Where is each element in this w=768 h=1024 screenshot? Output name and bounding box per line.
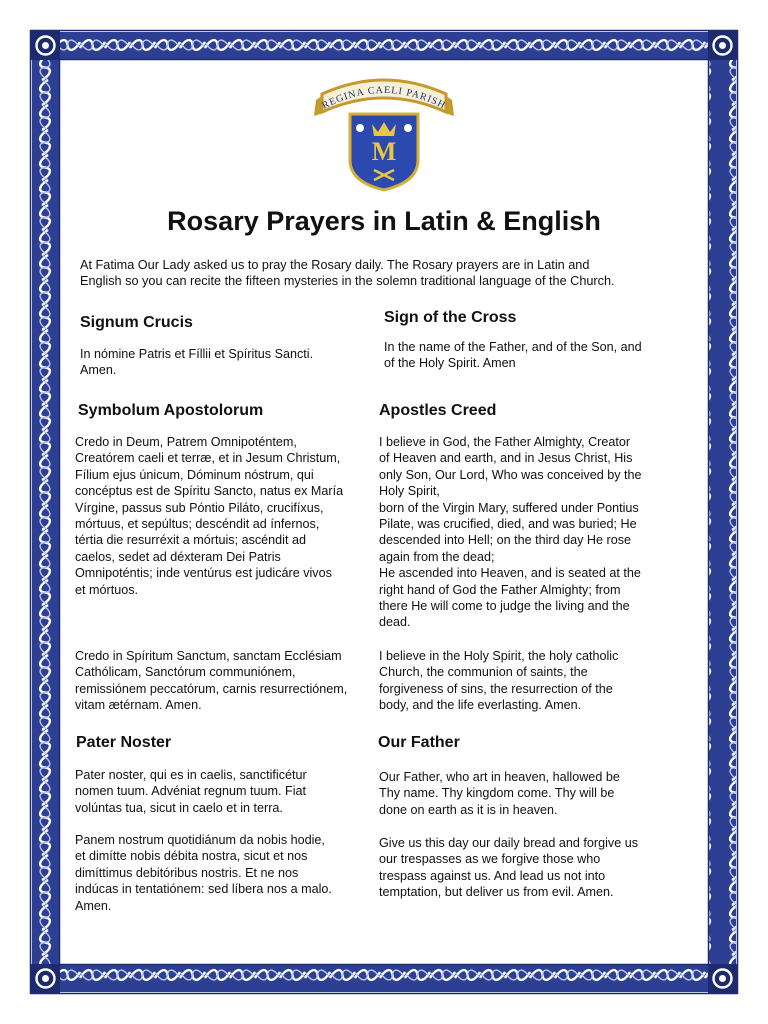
latin-text-symbolum-2: Credo in Spíritum Sanctum, sanctam Ecclésiam Cathólicam, Sanctórum communiónem, remissiónem peccatórum, carnis resurrectiónem, vitam ætérnam. Amen. [75, 649, 348, 713]
latin-text-signum-crucis: In nómine Patris et Fíllii et Spíritus Sancti. Amen. [80, 347, 314, 378]
english-text-sign-of-cross: In the name of the Father, and of the Son, and of the Holy Spirit. Amen [384, 340, 642, 371]
marian-monogram-icon: M [371, 137, 397, 166]
border-left [32, 60, 60, 964]
corner-ornament-top-right [708, 31, 737, 60]
intro-paragraph: At Fatima Our Lady asked us to pray the Rosary daily. The Rosary prayers are in Latin and English so you can recite the fifteen mysteries in the solemn traditional language of the Church. [80, 258, 615, 289]
latin-text-symbolum-1: Credo in Deum, Patrem Omnipoténtem, Creatórem caeli et terræ, et in Jesum Christum, Fílium ejus únicum, Dóminum nóstrum, qui concéptus est de Spíritu Sancto, natus ex María Vírgine, passus sub Póntio Piláto, crucifíxus, mórtuus, et sepúltus; descéndit ad ínfernos, tértia die resurréxit a mórtuis; ascéndit ad caelos, sedet ad déxteram Dei Patris Omnipoténtis; inde ventúrus est judicáre vivos et mórtuos. [75, 435, 344, 597]
logo-banner-text: REGINA CAELI PARISH [320, 84, 448, 112]
corner-ornament-bottom-right [708, 964, 737, 993]
parish-crest-logo [308, 78, 460, 194]
latin-heading-pater-noster: Pater Noster [76, 734, 172, 751]
english-text-apostles-creed-2: I believe in the Holy Spirit, the holy catholic Church, the communion of saints, the forgiveness of sins, the resurrection of the body, and the life everlasting. Amen. [379, 649, 619, 713]
border-bottom [60, 964, 708, 992]
page-title: Rosary Prayers in Latin & English [167, 206, 601, 236]
corner-ornament-top-left [31, 31, 60, 60]
border-right [708, 60, 736, 964]
latin-text-pater-noster-1: Pater noster, qui es in caelis, sanctificétur nomen tuum. Advéniat regnum tuum. Fiat volúntas tua, sicut in caelo et in terra. [75, 768, 307, 815]
border-top [60, 32, 708, 60]
rose-icon-right [404, 124, 412, 132]
english-text-apostles-creed-1: I believe in God, the Father Almighty, Creator of Heaven and earth, and in Jesus Christ, His only Son, Our Lord, Who was conceived by the Holy Spirit, born of the Virgin Mary, suffered under Pontius Pilate, was crucified, died, and was buried; He descended into Hell; on the third day He rose again from the dead; He ascended into Heaven, and is seated at the right hand of God the Father Almighty; from there He will come to judge the living and the dead. [379, 435, 642, 630]
latin-heading-symbolum: Symbolum Apostolorum [78, 402, 264, 419]
english-heading-apostles-creed: Apostles Creed [379, 402, 497, 419]
corner-ornament-bottom-left [31, 964, 60, 993]
english-heading-sign-of-cross: Sign of the Cross [384, 309, 517, 326]
english-text-our-father-1: Our Father, who art in heaven, hallowed be Thy name. Thy kingdom come. Thy will be done on earth as it is in heaven. [379, 770, 620, 817]
english-text-our-father-2: Give us this day our daily bread and forgive us our trespasses as we forgive those who trespass against us. And lead us not into temptation, but deliver us from evil. Amen. [379, 836, 639, 900]
latin-text-pater-noster-2: Panem nostrum quotidiánum da nobis hodie, et dimítte nobis débita nostra, sicut et nos dimíttimus debitóribus nostris. Et ne nos indúcas in tentatiónem: sed líbera nos a malo. Amen. [75, 833, 332, 913]
latin-heading-signum-crucis: Signum Crucis [80, 314, 193, 331]
rose-icon-left [356, 124, 364, 132]
english-heading-our-father: Our Father [378, 734, 460, 751]
